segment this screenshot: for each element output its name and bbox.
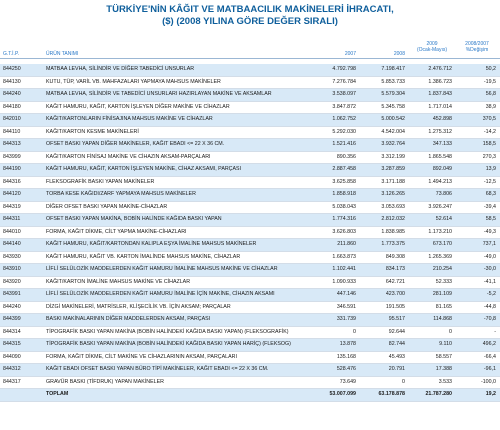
table-row [0, 314, 500, 327]
cell-name: TİPOGRAFİK BASKI YAPAN MAKİNA (BOBİN HALİNDEKİ KAĞIDA BASKI YAPAN HARİÇ) (FLEKSOG) [46, 341, 291, 347]
cell-name: LİFLİ SELÜLOZİK MADDELERDEN KAĞIT HAMURU İMALİNE MAHSUS MAKİNE VE CİHAZLAR [46, 266, 278, 272]
cell-chg: 58,5 [485, 216, 496, 222]
cell-gtip: 844319 [3, 203, 21, 210]
cell-chg: 737,1 [482, 241, 496, 247]
cell-v2007: 3.626.803 [332, 228, 356, 235]
table-row [0, 214, 500, 227]
cell-vjan: 1.265.369 [428, 253, 452, 260]
cell-v2008: 849.308 [385, 253, 405, 260]
cell-vjan: 281.109 [432, 291, 452, 297]
cell-vjan: 1.837.843 [428, 91, 452, 97]
cell-v2008: 4.542.004 [381, 128, 405, 135]
cell-vjan: 892.049 [432, 166, 452, 172]
header-2007: 2007 [344, 51, 356, 57]
cell-v2008: 3.126.265 [381, 191, 405, 197]
cell-name: TORBA KESE KAĞIDI/ZARF YAPMAYA MAHSUS MAKİNELER [46, 191, 196, 197]
cell-name: KAĞIT/KARTON KESME MAKİNELERİ [46, 128, 139, 135]
table-row [0, 189, 500, 202]
cell-v2007: 3.538.097 [332, 91, 356, 97]
cell-chg: -49,3 [483, 228, 496, 235]
cell-v2007: 1.521.416 [332, 141, 356, 147]
header-2008: 2008 [393, 51, 405, 57]
cell-vjan: 1.717.014 [428, 103, 452, 110]
table-row [0, 139, 500, 152]
cell-name: TOPLAM [46, 391, 69, 397]
header-gtip: G.T.İ.P. [3, 51, 20, 57]
cell-v2007: 1.062.752 [332, 116, 356, 122]
cell-v2007: 53.007.099 [329, 391, 356, 397]
title-line-2: ($) (2008 YILINA GÖRE DEĞER SIRALI) [162, 16, 338, 27]
header-change-years: 2008/2007 [465, 41, 489, 47]
table-row [0, 289, 500, 302]
cell-v2008: 3.171.188 [381, 178, 405, 185]
cell-vjan: 114.868 [433, 316, 452, 322]
cell-chg: 496,2 [482, 341, 496, 347]
table-row [0, 252, 500, 265]
cell-v2007: 4.792.798 [332, 66, 356, 72]
cell-v2007: 0 [353, 328, 356, 335]
cell-v2008: 3.312.199 [381, 153, 405, 160]
cell-v2007: 1.663.873 [332, 253, 356, 260]
cell-chg: -14,2 [483, 128, 496, 135]
table-row [0, 77, 500, 90]
cell-name: FLEKSOGRAFİK BASKI YAPAN MAKİNELER [46, 178, 155, 185]
header-change [458, 41, 496, 53]
table-row [0, 114, 500, 127]
cell-chg: 13,9 [485, 166, 496, 172]
cell-v2008: 5.853.733 [381, 78, 405, 85]
cell-chg: 19,2 [485, 391, 496, 397]
cell-vjan: 2.476.712 [428, 66, 452, 72]
cell-gtip: 844250 [3, 66, 21, 72]
table-row [0, 302, 500, 315]
table-row [0, 164, 500, 177]
cell-vjan: 3.533 [438, 378, 452, 385]
table-row [0, 377, 500, 390]
cell-name: FORMA, KAĞIT DİKME, CİLT MAKİNE VE CİHAZLARININ AKSAM, PARÇALARI [46, 353, 237, 360]
table-row [0, 239, 500, 252]
cell-v2007: 3.625.858 [332, 178, 356, 185]
cell-name: KAĞIT HAMURU, KAĞIT VB. KARTON İMALİNDE MAHSUS MAKİNE, CİHAZLAR [46, 253, 241, 260]
cell-name: OFSET BASKI YAPAN DİĞER MAKİNELER, KAĞIT EBADI <= 22 X 36 CM. [46, 141, 225, 147]
cell-gtip: 844312 [3, 366, 21, 372]
cell-v2007: 2.887.458 [332, 166, 356, 172]
cell-v2007: 528.476 [336, 366, 356, 372]
cell-vjan: 1.865.548 [428, 153, 452, 160]
cell-chg: 270,3 [482, 153, 496, 160]
table-row [0, 202, 500, 215]
table-row [0, 89, 500, 102]
cell-name: KAĞIT EBADI OFSET BASKI YAPAN BÜRO TİPİ MAKİNELER, KAĞIT EBADI <= 22 X 36 CM. [46, 366, 269, 372]
cell-vjan: 3.926.247 [428, 203, 452, 210]
cell-vjan: 347.133 [432, 141, 452, 147]
cell-name: KAĞIT/KARTON FİNİSAJ MAKİNE VE CİHAZIN AKSAM-PARÇALARI [46, 153, 211, 160]
table-body [0, 64, 500, 402]
cell-chg: 56,8 [485, 91, 496, 97]
table-row [0, 264, 500, 277]
cell-gtip: 844240 [3, 303, 21, 310]
cell-v2008: 2.812.032 [381, 216, 405, 222]
table-header [0, 40, 500, 59]
cell-gtip: 844311 [3, 216, 21, 222]
table-row [0, 364, 500, 377]
cell-gtip: 844140 [3, 241, 21, 247]
cell-name: KUTU, TÜP, VARİL VB. MAHFAZALARI YAPMAYA MAHSUS MAKİNELER [46, 78, 221, 85]
cell-name: DİĞER OFSET BASKI YAPAN MAKİNE-CİHAZLAR [46, 203, 168, 210]
header-2009-year: 2009 [426, 41, 438, 47]
cell-v2007: 1.090.933 [332, 278, 356, 285]
cell-v2008: 82.744 [388, 341, 405, 347]
cell-vjan: 1.173.210 [428, 228, 452, 235]
cell-vjan: 1.494.213 [428, 178, 452, 185]
cell-gtip: 843910 [3, 266, 21, 272]
cell-gtip: 843991 [3, 291, 21, 297]
cell-chg: -41,1 [483, 278, 496, 285]
cell-chg: 370,5 [482, 116, 496, 122]
cell-v2008: 63.178.878 [378, 391, 405, 397]
cell-chg: 38,9 [485, 103, 496, 110]
cell-vjan: 21.787.280 [425, 391, 452, 397]
cell-v2008: 3.932.764 [381, 141, 405, 147]
cell-v2008: 5.579.304 [381, 91, 405, 97]
table-row [0, 177, 500, 190]
cell-gtip: 843999 [3, 153, 21, 160]
title-line-1: TÜRKİYE'NİN KÂĞIT VE MATBAACILIK MAKİNELERİ İHRACATI, [106, 4, 394, 15]
cell-v2007: 3.847.872 [332, 103, 356, 110]
table-row [0, 327, 500, 340]
cell-gtip: 844316 [3, 178, 21, 185]
cell-vjan: 73.806 [435, 191, 452, 197]
cell-gtip: 844317 [3, 378, 21, 385]
cell-v2007: 890.356 [336, 153, 356, 160]
cell-v2007: 447.146 [336, 291, 356, 297]
cell-v2007: 1.102.441 [332, 266, 356, 272]
cell-v2007: 331.739 [336, 316, 356, 322]
table-row [0, 352, 500, 365]
cell-v2007: 13.878 [339, 341, 356, 347]
table-row [0, 127, 500, 140]
cell-v2008: 20.791 [388, 366, 405, 372]
cell-chg: - [494, 328, 496, 335]
cell-name: LİFLİ SELÜLOZİK MADDELERDEN KAĞIT HAMURU İMALİNE İÇİN MAKİNE, CİHAZIN AKSAMI [46, 291, 275, 297]
cell-v2008: 45.493 [388, 353, 405, 360]
cell-v2008: 5.000.542 [381, 116, 405, 122]
cell-v2007: 135.168 [336, 353, 356, 360]
cell-chg: 68,3 [485, 191, 496, 197]
cell-v2008: 191.505 [385, 303, 405, 310]
cell-vjan: 17.388 [435, 366, 452, 372]
cell-v2007: 211.860 [337, 241, 356, 247]
cell-gtip: 844120 [3, 191, 21, 197]
header-jan-may: (Ocak-Mayıs) [417, 47, 447, 53]
cell-vjan: 52.614 [435, 216, 452, 222]
cell-gtip: 844180 [3, 103, 21, 110]
cell-v2008: 7.198.417 [381, 66, 405, 72]
cell-name: KAĞIT HAMURU, KAĞIT, KARTON İŞLEYEN DİĞER MAKİNE VE CİHAZLAR [46, 103, 230, 110]
cell-gtip: 844313 [3, 141, 21, 147]
cell-v2007: 73.649 [339, 378, 356, 385]
cell-v2008: 423.700 [385, 291, 405, 297]
cell-chg: -66,4 [483, 353, 496, 360]
cell-vjan: 52.333 [435, 278, 452, 285]
cell-v2008: 0 [402, 378, 405, 385]
cell-gtip: 842010 [3, 116, 21, 122]
cell-gtip: 844314 [3, 328, 21, 335]
cell-gtip: 843920 [3, 278, 21, 285]
cell-vjan: 9.110 [439, 341, 452, 347]
table-row [0, 339, 500, 352]
cell-vjan: 210.254 [432, 266, 452, 272]
cell-vjan: 1.275.312 [428, 128, 452, 135]
cell-name: TİPOGRAFİK BASKI YAPAN MAKİNA (BOBİN HALİNDEKİ KAĞIDA BASKI YAPAN) (FLEKSOGRAFİK) [46, 328, 289, 335]
cell-v2008: 1.773.375 [381, 241, 405, 247]
cell-v2008: 92.644 [388, 328, 405, 335]
cell-name: KAĞIT/KARTON İMALİNE MAHSUS MAKİNE VE CİHAZLAR [46, 278, 191, 285]
cell-v2007: 7.276.784 [332, 78, 356, 85]
cell-name: FORMA, KAĞIT DİKME, CİLT YAPMA MAKİNE-CİHAZLARI [46, 228, 187, 235]
table-row [0, 64, 500, 77]
page-title [0, 4, 500, 28]
header-product: ÜRÜN TANIMI [46, 51, 79, 57]
table-total-row [0, 389, 500, 402]
cell-name: BASKI MAKİNALARININ DİĞER MADDELERDEN AKSAM, PARÇASI [46, 316, 211, 322]
cell-chg: -70,8 [483, 316, 496, 322]
cell-v2007: 1.774.316 [332, 216, 356, 222]
cell-v2007: 1.858.918 [332, 191, 356, 197]
cell-name: MATBAA LEVHA, SİLİNDİR VE TABEDİCİ UNSURLARI HAZIRLAYAN MAKİNE VE AKSAMLAR [46, 91, 272, 97]
table-row [0, 227, 500, 240]
cell-chg: -30,0 [483, 266, 496, 272]
cell-name: DİZGİ MAKİNELERİ, MATRİSLER, KLİŞECİLİK VB. İÇİN AKSAM; PARÇALAR [46, 303, 231, 310]
cell-chg: 50,2 [485, 66, 496, 72]
cell-vjan: 673.170 [432, 241, 452, 247]
cell-name: GRAVÜR BASKI (TİFDRUK) YAPAN MAKİNELER [46, 378, 164, 385]
cell-chg: -96,1 [483, 366, 496, 372]
cell-v2008: 95.517 [388, 316, 405, 322]
cell-gtip: 843930 [3, 253, 21, 260]
cell-vjan: 452.898 [432, 116, 452, 122]
cell-name: MATBAA LEVHA, SİLİNDİR VE DİĞER TABEDİCİ UNSURLAR [46, 66, 195, 72]
cell-v2008: 5.345.758 [381, 103, 405, 110]
cell-v2007: 5.038.043 [332, 203, 356, 210]
cell-name: OFSET BASKI YAPAN MAKİNA, BOBİN HALİNDE KAĞIDA BASKI YAPAN [46, 216, 222, 222]
cell-chg: -49,0 [483, 253, 496, 260]
cell-gtip: 844110 [3, 128, 21, 135]
cell-chg: -100,0 [480, 378, 496, 385]
header-2009-jan-may [412, 41, 452, 53]
cell-name: KAĞIT HAMURU, KAĞIT, KARTON İŞLEYEN MAKİNE, CİHAZ AKSAMI, PARÇASI [46, 166, 242, 172]
table-row [0, 277, 500, 290]
cell-vjan: 0 [449, 328, 452, 335]
cell-chg: 158,5 [482, 141, 496, 147]
table-row [0, 102, 500, 115]
cell-gtip: 844315 [3, 341, 21, 347]
cell-name: KAĞIT/KARTONLARIN FİNİSAJINA MAHSUS MAKİNE VE CİHAZLAR [46, 116, 213, 122]
cell-gtip: 844090 [3, 353, 21, 360]
cell-v2008: 834.173 [385, 266, 405, 272]
cell-v2008: 642.721 [385, 278, 405, 285]
cell-gtip: 844010 [3, 228, 21, 235]
cell-gtip: 844240 [3, 91, 21, 97]
cell-vjan: 1.386.723 [428, 78, 452, 85]
header-change-label: %Değişim [465, 47, 489, 53]
cell-chg: -12,5 [483, 178, 496, 185]
cell-v2007: 346.591 [336, 303, 356, 310]
cell-vjan: 81.165 [435, 303, 452, 310]
cell-v2008: 3.053.693 [381, 203, 405, 210]
cell-chg: -19,5 [483, 78, 496, 85]
cell-v2008: 1.838.985 [381, 228, 405, 235]
cell-name: KAĞIT HAMURU, KAĞIT/KARTONDAN KALIPLA EŞYA İMALİNE MAHSUS MAKİNELER [46, 241, 257, 247]
cell-chg: -5,2 [486, 291, 496, 297]
cell-gtip: 844190 [3, 166, 21, 172]
cell-chg: -39,4 [483, 203, 496, 210]
cell-v2008: 3.287.859 [381, 166, 405, 172]
cell-chg: -44,8 [483, 303, 496, 310]
cell-gtip: 844399 [3, 316, 21, 322]
cell-vjan: 58.557 [435, 353, 452, 360]
table-row [0, 152, 500, 165]
cell-v2007: 5.292.030 [332, 128, 356, 135]
cell-gtip: 844130 [3, 78, 21, 85]
